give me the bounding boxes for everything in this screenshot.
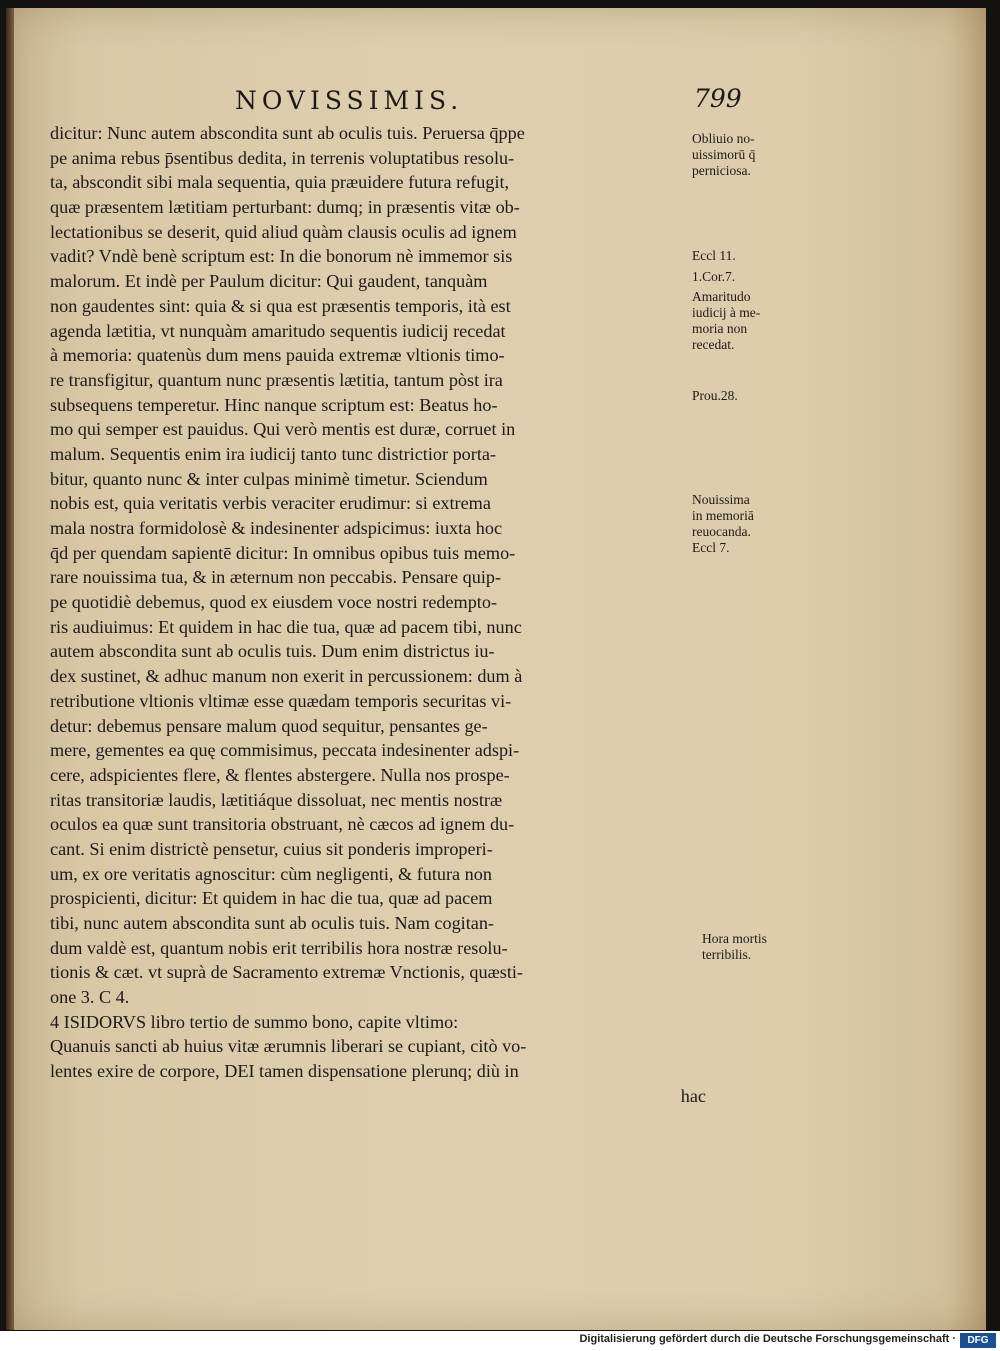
margin-note-line: terribilis. xyxy=(702,947,752,962)
text-line: Quanuis sancti ab huius vitæ ærumnis liberari se cupiant, citò vo- xyxy=(50,1036,527,1057)
text-line: dicitur: Nunc autem abscondita sunt ab oculis tuis. Peruersa q̄ppe xyxy=(50,123,525,143)
margin-note-line: Obliuio no- xyxy=(692,131,755,146)
text-line: agenda lætitia, vt nunquàm amaritudo sequentis iudicij recedat xyxy=(50,320,506,341)
text-line: detur: debemus pensare malum quod sequitur, pensantes ge- xyxy=(50,715,488,736)
text-line: mo qui semper est pauidus. Qui verò mentis est duræ, corruet in xyxy=(50,419,516,440)
text-line: à memoria: quatenùs dum mens pauida extremæ vltionis timo- xyxy=(50,345,505,366)
text-line: tionis & cæt. vt suprà de Sacramento extremæ Vnctionis, quæsti- xyxy=(50,962,523,983)
margin-note-line: Eccl 7. xyxy=(692,540,730,555)
text-line: bitur, quanto nunc & inter culpas minimè timetur. Sciendum xyxy=(50,468,488,489)
margin-note-line: Amaritudo xyxy=(692,289,751,304)
text-line: dex sustinet, & adhuc manum non exerit in percussionem: dum à xyxy=(50,666,523,687)
text-line: lectationibus se deserit, quid aliud quàm clausis oculis ad ignem xyxy=(50,221,517,242)
text-line: one 3. C 4. xyxy=(50,987,130,1008)
margin-note-prou-28 xyxy=(692,388,738,404)
text-line: nobis est, quia veritatis verbis veraciter erudimur: si extrema xyxy=(50,493,491,514)
text-line: cere, adspicientes flere, & flentes abstergere. Nulla nos prospe- xyxy=(50,764,510,785)
margin-note-line: reuocanda. xyxy=(692,524,751,539)
text-line: oculos ea quæ sunt transitoria obstruant, nè cæcos ad ignem du- xyxy=(50,814,515,835)
text-line: cant. Si enim districtè pensetur, cuius sit ponderis improperi- xyxy=(50,838,493,859)
margin-note-line: Hora mortis xyxy=(702,931,767,946)
text-line: retributione vltionis vltimæ esse quædam temporis securitas vi- xyxy=(50,690,512,711)
book-page xyxy=(6,8,986,1330)
margin-note-hora-mortis xyxy=(702,931,767,963)
text-line: q̄d per quendam sapientē dicitur: In omnibus opibus tuis memo- xyxy=(50,542,516,563)
text-line: vadit? Vndè benè scriptum est: In die bonorum nè immemor sis xyxy=(50,246,513,267)
margin-note-line: perniciosa. xyxy=(692,163,751,178)
footer-bar xyxy=(0,1331,1000,1351)
text-line: mala nostra formidolosè & indesinenter adspicimus: iuxta hoc xyxy=(50,518,503,538)
main-text-block xyxy=(50,121,706,1109)
text-line: ta, abscondit sibi mala sequentia, quia præuidere futura refugit, xyxy=(50,172,510,193)
text-line: pe anima rebus p̄sentibus dedita, in terrenis voluptatibus resolu- xyxy=(50,147,515,168)
text-line: tibi, nunc autem abscondita sunt ab oculis tuis. Nam cogitan- xyxy=(50,913,494,933)
running-head: NOVISSIMIS. xyxy=(235,86,464,115)
margin-note-line: recedat. xyxy=(692,337,735,352)
text-line: mere, gementes ea quę commisimus, peccata indesinenter adspi- xyxy=(50,740,520,761)
text-line: quæ præsentem lætitiam perturbant: dumq; in præsentis vitæ ob- xyxy=(50,197,520,218)
footer-credit: Digitalisierung gefördert durch die Deutsche Forschungsgemeinschaft · xyxy=(579,1333,956,1345)
page-spine-edge xyxy=(6,8,14,1330)
margin-note-amaritudo xyxy=(692,289,760,353)
page-number: 799 xyxy=(694,84,742,113)
margin-note-line: uissimorū q̄ xyxy=(692,147,756,162)
margin-note-nouissima xyxy=(692,492,754,556)
text-line: non gaudentes sint: quia & si qua est præsentis temporis, ità est xyxy=(50,295,511,316)
text-line: ris audiuimus: Et quidem in hac die tua, quæ ad pacem tibi, nunc xyxy=(50,616,522,637)
margin-note-line: moria non xyxy=(692,321,748,336)
text-line: 4 ISIDORVS libro tertio de summo bono, capite vltimo: xyxy=(50,1011,459,1032)
text-line: malorum. Et indè per Paulum dicitur: Qui gaudent, tanquàm xyxy=(50,271,488,292)
margin-note-line: Nouissima xyxy=(692,492,750,507)
text-line: autem abscondita sunt ab oculis tuis. Dum enim districtus iu- xyxy=(50,641,495,662)
text-line: lentes exire de corpore, DEI tamen dispensatione plerunq; diù in xyxy=(50,1061,519,1082)
dfg-logo: DFG xyxy=(960,1333,996,1348)
margin-note-cor-7 xyxy=(692,269,735,285)
text-line: ritas transitoriæ laudis, lætitiáque dissoluat, nec mentis nostræ xyxy=(50,789,503,810)
text-line: subsequens temperetur. Hinc nanque scriptum est: Beatus ho- xyxy=(50,394,498,415)
margin-note-eccl-11 xyxy=(692,248,736,264)
margin-note-line: iudicij à me- xyxy=(692,305,761,320)
text-line: rare nouissima tua, & in æternum non peccabis. Pensare quip- xyxy=(50,567,502,588)
text-line: dum valdè est, quantum nobis erit terribilis hora nostræ resolu- xyxy=(50,937,508,958)
margin-note-line: in memoriā xyxy=(692,508,754,523)
text-line: um, ex ore veritatis agnoscitur: cùm negligenti, & futura non xyxy=(50,863,492,884)
catchword: hac xyxy=(680,1085,706,1106)
margin-note-line: Eccl 11. xyxy=(692,248,736,263)
text-line: prospicienti, dicitur: Et quidem in hac die tua, quæ ad pacem xyxy=(50,888,493,909)
margin-note-obliuio xyxy=(692,131,755,179)
text-line: re transfigitur, quantum nunc præsentis lætitia, tantum pòst ira xyxy=(50,369,503,390)
text-line: pe quotidiè debemus, quod ex eiusdem voce nostri redemptо- xyxy=(50,592,497,613)
margin-note-line: Prou.28. xyxy=(692,388,738,403)
text-line: malum. Sequentis enim ira iudicij tanto tunc districtior porta- xyxy=(50,443,497,464)
margin-note-line: 1.Cor.7. xyxy=(692,269,736,284)
